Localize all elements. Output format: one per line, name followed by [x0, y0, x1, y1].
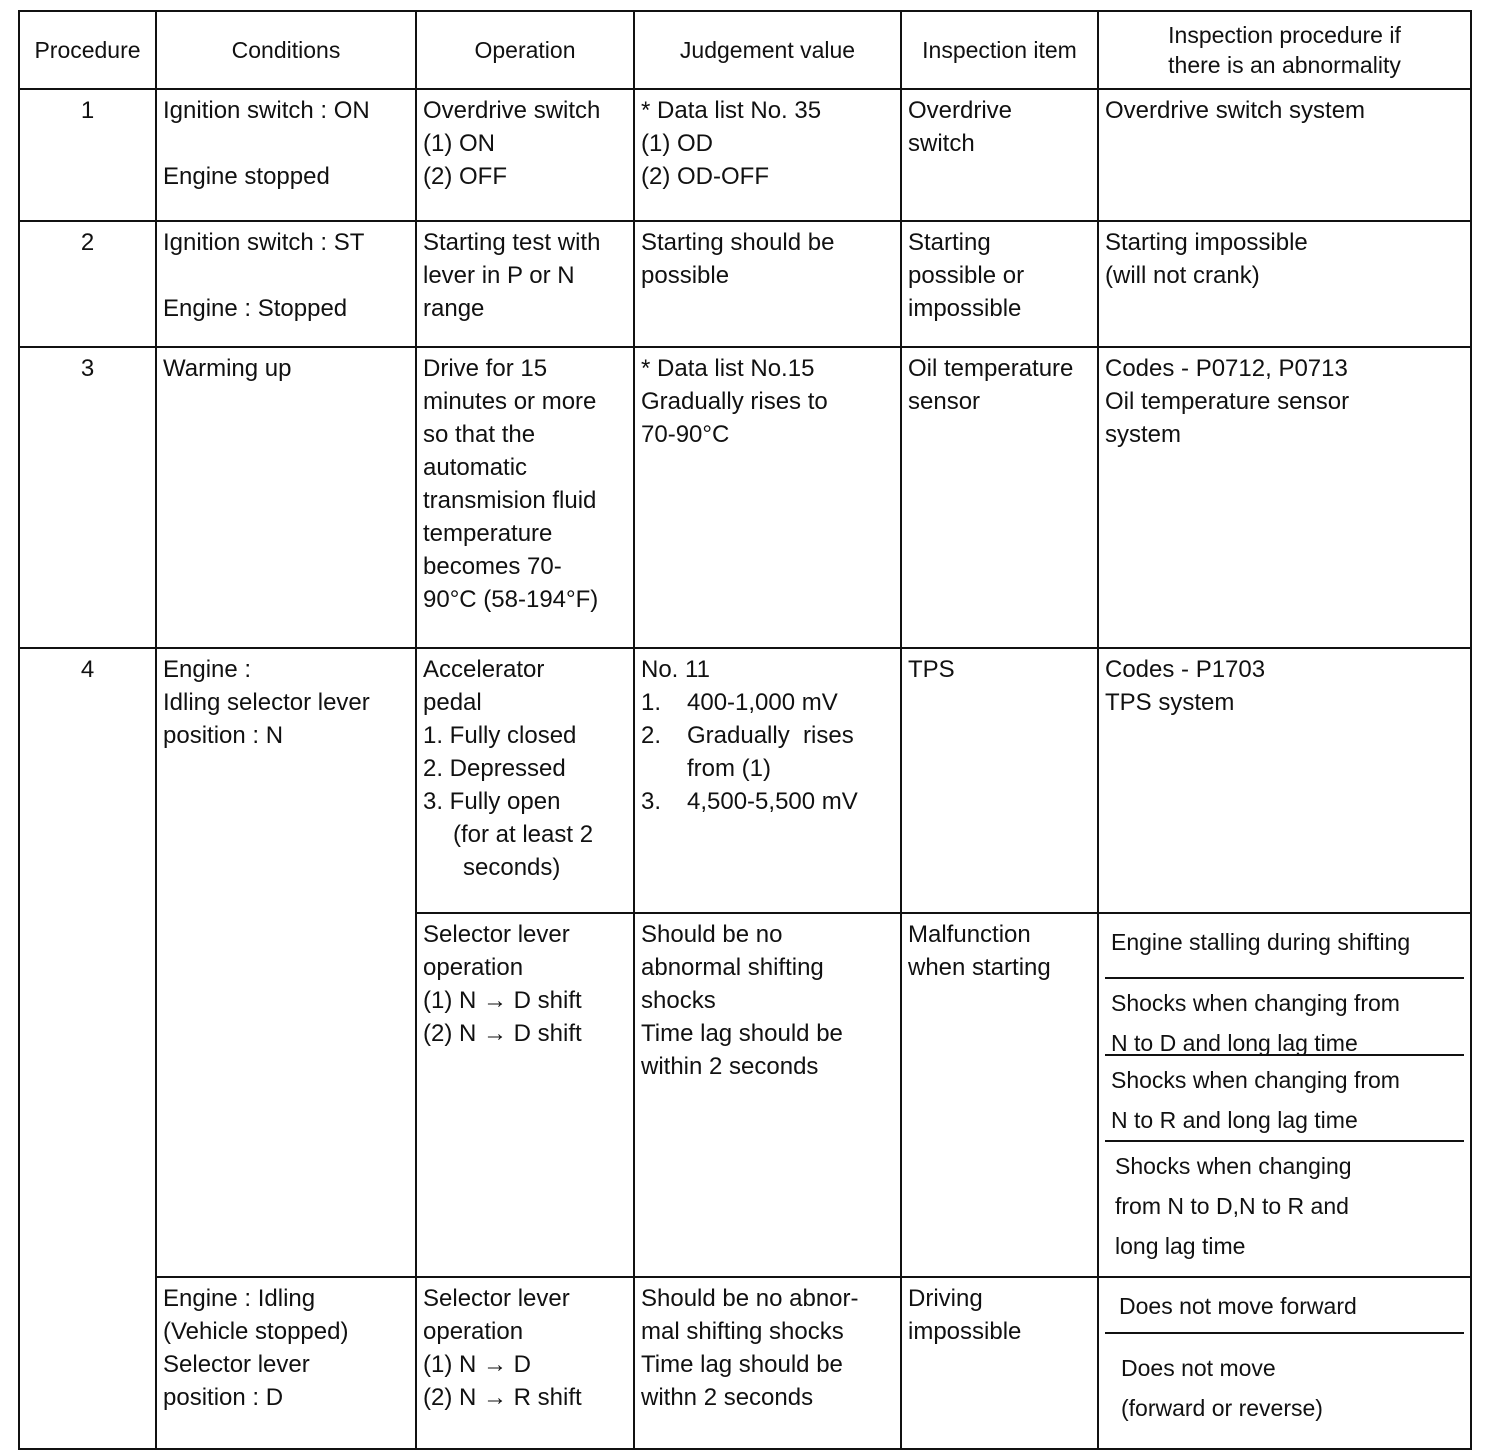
- text-line: Should be no: [641, 921, 783, 948]
- text-line: operation: [423, 1318, 524, 1345]
- text-line: TPS: [908, 656, 955, 683]
- header-row: [19, 11, 1471, 89]
- inspection-table-page: [18, 10, 1470, 1435]
- text-line: Engine : Idling: [163, 1285, 316, 1312]
- judgement-cell: [634, 648, 901, 913]
- text-line: (2) N → D shift: [423, 1020, 582, 1047]
- judgement-cell: [634, 347, 901, 648]
- text-line: Ignition switch : ST: [163, 229, 365, 256]
- text-line: (1) OD: [641, 130, 713, 157]
- header-judgement-value: Judgement value: [634, 11, 901, 89]
- text-line: Codes - P0712, P0713: [1105, 355, 1348, 382]
- text-line: N to D and long lag time: [1111, 1030, 1358, 1056]
- text-line: range: [423, 295, 485, 322]
- text-line: Selector lever: [163, 1351, 310, 1378]
- inspection-procedure-cell: [1098, 221, 1471, 347]
- text-line: (2) OD-OFF: [641, 163, 769, 190]
- text-line: seconds): [463, 854, 561, 881]
- judgement-cell: [634, 913, 901, 1277]
- text-line: operation: [423, 954, 524, 981]
- text-line: Should be no abnor-: [641, 1285, 859, 1312]
- conditions-cell: [156, 347, 416, 648]
- text-line: Gradually rises to: [641, 388, 828, 415]
- text-line: system: [1105, 421, 1182, 448]
- text-line: sensor: [908, 388, 981, 415]
- text-line: position : N: [163, 722, 284, 749]
- text-line: Codes - P1703: [1105, 656, 1266, 683]
- text-line: position : D: [163, 1384, 284, 1411]
- operation-cell: [416, 913, 634, 1277]
- text-line: switch: [908, 130, 975, 157]
- inspection-procedure-cell: [1098, 1277, 1471, 1449]
- text-line: (1) N → D shift: [423, 987, 582, 1014]
- text-line: abnormal shifting: [641, 954, 824, 981]
- text-line: (2) N → R shift: [423, 1384, 582, 1411]
- text-line: Time lag should be: [641, 1020, 843, 1047]
- conditions-cell: [156, 221, 416, 347]
- text-line: lever in P or N: [423, 262, 575, 289]
- text-line: (1) ON: [423, 130, 495, 157]
- text-line: * Data list No.15: [641, 355, 815, 382]
- text-line: from N to D,N to R and: [1115, 1193, 1349, 1219]
- inspection-procedure-cell: [1098, 347, 1471, 648]
- table-row: [19, 648, 1471, 913]
- text-line: Idling selector lever: [163, 689, 370, 716]
- text-line: Oil temperature sensor: [1105, 388, 1350, 415]
- header-inspection-item: Inspection item: [901, 11, 1098, 89]
- header-conditions: Conditions: [156, 11, 416, 89]
- list-item: [641, 719, 894, 752]
- text-line: Overdrive: [908, 97, 1013, 124]
- inspection-item-cell: [901, 913, 1098, 1277]
- text-line: Shocks when changing from: [1111, 1067, 1400, 1093]
- text-line: Starting test with: [423, 229, 601, 256]
- text-line: temperature: [423, 520, 553, 547]
- text-line: Does not move forward: [1119, 1293, 1357, 1319]
- text-line: from (1): [687, 755, 771, 782]
- operation-cell: [416, 89, 634, 221]
- text-line: TPS system: [1105, 689, 1235, 716]
- inspection-procedure-cell: [1098, 913, 1471, 1277]
- text-line: Selector lever: [423, 921, 570, 948]
- text-line: Shocks when changing from: [1111, 990, 1400, 1016]
- list-item: [641, 686, 894, 719]
- text-line: Engine : Stopped: [163, 295, 348, 322]
- text-line: possible or: [908, 262, 1025, 289]
- header-line: Inspection procedure if: [1168, 22, 1401, 48]
- text-line: Time lag should be: [641, 1351, 843, 1378]
- text-line: Starting: [908, 229, 991, 256]
- text-line: Drive for 15: [423, 355, 548, 382]
- procedure-number: 2: [19, 221, 156, 347]
- text-line: when starting: [908, 954, 1051, 981]
- conditions-cell: [156, 648, 416, 1277]
- table-row: [19, 89, 1471, 221]
- text-line: 70-90°C: [641, 421, 730, 448]
- text-line: shocks: [641, 987, 716, 1014]
- text-line: N to R and long lag time: [1111, 1107, 1358, 1133]
- text-line: withn 2 seconds: [641, 1384, 814, 1411]
- text-line: No. 11: [641, 656, 710, 683]
- text-line: Engine stalling during shifting: [1111, 929, 1411, 955]
- text-line: 4,500-5,500 mV: [687, 788, 858, 815]
- inspection-item-cell: [901, 89, 1098, 221]
- text-line: transmision fluid: [423, 487, 597, 514]
- text-line: automatic: [423, 454, 528, 481]
- operation-cell: [416, 347, 634, 648]
- sub-cell: [1105, 977, 1464, 1054]
- text-line: Selector lever: [423, 1285, 570, 1312]
- text-line: Driving: [908, 1285, 983, 1312]
- text-line: (1) N → D: [423, 1351, 531, 1378]
- text-line: Engine :: [163, 656, 252, 683]
- text-line: (forward or reverse): [1121, 1395, 1323, 1421]
- text-line: (for at least 2: [453, 821, 594, 848]
- sub-cell: [1105, 918, 1464, 977]
- text-line: so that the: [423, 421, 536, 448]
- inspection-procedure-cell: [1098, 89, 1471, 221]
- header-inspection-procedure: [1098, 11, 1471, 89]
- table-row: [19, 1277, 1471, 1449]
- operation-cell: [416, 1277, 634, 1449]
- text-line: Warming up: [163, 355, 292, 382]
- judgement-cell: [634, 89, 901, 221]
- table-row: [19, 221, 1471, 347]
- inspection-item-cell: [901, 221, 1098, 347]
- text-line: Oil temperature: [908, 355, 1074, 382]
- procedure-number: 1: [19, 89, 156, 221]
- list-number: 3.: [641, 788, 662, 815]
- table-row: [19, 347, 1471, 648]
- operation-cell: [416, 221, 634, 347]
- text-line: Does not move: [1121, 1355, 1276, 1381]
- text-line: Starting should be: [641, 229, 835, 256]
- procedure-number: 3: [19, 347, 156, 648]
- sub-cell: [1105, 1282, 1464, 1332]
- inspection-item-cell: [901, 1277, 1098, 1449]
- text-line: 2. Depressed: [423, 755, 566, 782]
- procedure-number: 4: [19, 648, 156, 1449]
- text-line: * Data list No. 35: [641, 97, 822, 124]
- sub-cell: [1105, 1332, 1464, 1444]
- text-line: minutes or more: [423, 388, 597, 415]
- text-line: 3. Fully open: [423, 788, 561, 815]
- inspection-table: [18, 10, 1472, 1450]
- text-line: 90°C (58-194°F): [423, 586, 599, 613]
- text-line: mal shifting shocks: [641, 1318, 844, 1345]
- text-line: (Vehicle stopped): [163, 1318, 349, 1345]
- text-line: becomes 70-: [423, 553, 562, 580]
- text-line: within 2 seconds: [641, 1053, 819, 1080]
- header-line: there is an abnormality: [1168, 52, 1401, 78]
- inspection-item-cell: [901, 648, 1098, 913]
- sub-cell: [1105, 1054, 1464, 1140]
- inspection-item-cell: [901, 347, 1098, 648]
- text-line: 400-1,000 mV: [687, 689, 838, 716]
- text-line: Ignition switch : ON: [163, 97, 370, 124]
- text-line: impossible: [908, 295, 1022, 322]
- text-line: 1. Fully closed: [423, 722, 577, 749]
- list-number: 1.: [641, 689, 662, 716]
- text-line: Shocks when changing: [1115, 1153, 1352, 1179]
- list-item: [641, 785, 894, 818]
- sub-cell: [1105, 1140, 1464, 1272]
- header-procedure: Procedure: [19, 11, 156, 89]
- text-line: impossible: [908, 1318, 1022, 1345]
- text-line: Accelerator: [423, 656, 545, 683]
- text-line: Engine stopped: [163, 163, 330, 190]
- judgement-cell: [634, 221, 901, 347]
- text-line: (2) OFF: [423, 163, 507, 190]
- text-line: long lag time: [1115, 1233, 1246, 1259]
- judgement-cell: [634, 1277, 901, 1449]
- text-line: pedal: [423, 689, 482, 716]
- text-line: Overdrive switch system: [1105, 97, 1366, 124]
- text-line: possible: [641, 262, 730, 289]
- text-line: Gradually rises: [687, 722, 854, 749]
- inspection-procedure-cell: [1098, 648, 1471, 913]
- header-operation: Operation: [416, 11, 634, 89]
- text-line: Overdrive switch: [423, 97, 601, 124]
- operation-cell: [416, 648, 634, 913]
- text-line: Starting impossible: [1105, 229, 1308, 256]
- text-line: Malfunction: [908, 921, 1031, 948]
- list-number: 2.: [641, 722, 662, 749]
- text-line: (will not crank): [1105, 262, 1260, 289]
- conditions-cell: [156, 89, 416, 221]
- conditions-cell: [156, 1277, 416, 1449]
